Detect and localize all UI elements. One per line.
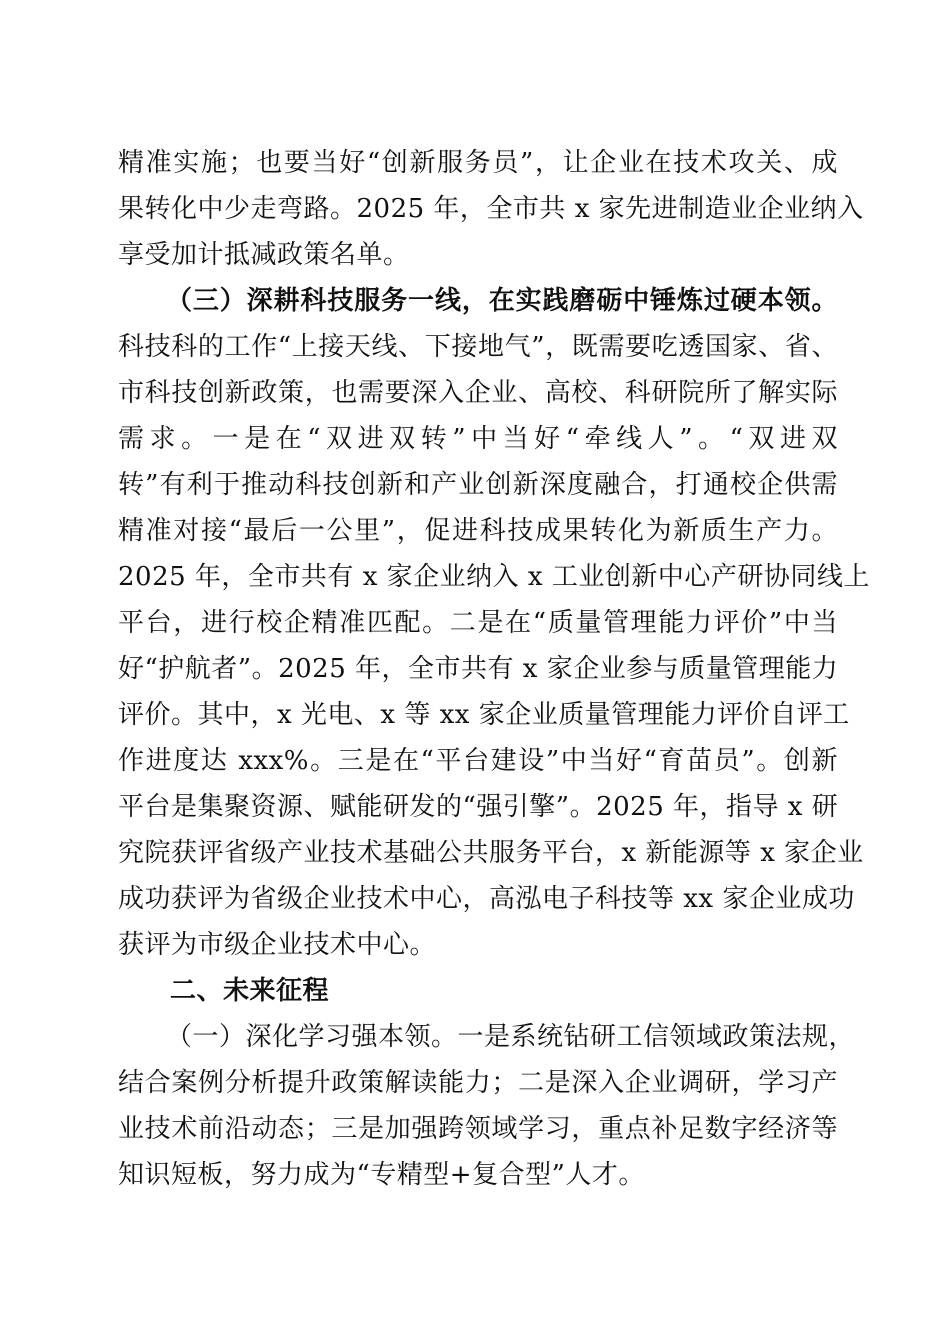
- body-text-line: 转”有利于推动科技创新和产业创新深度融合，打通校企供需: [118, 470, 838, 500]
- body-text-line: 结合案例分析提升政策解读能力；二是深入企业调研，学习产: [118, 1068, 838, 1098]
- body-text-line: 评价。其中，x 光电、x 等 xx 家企业质量管理能力评价自评工: [118, 700, 850, 730]
- body-text-line: 好“护航者”。2025 年，全市共有 x 家企业参与质量管理能力: [118, 654, 839, 684]
- section-heading-future: 二、未来征程: [170, 976, 330, 1006]
- body-text-line: 平台是集聚资源、赋能研发的“强引擎”。2025 年，指导 x 研: [118, 792, 839, 822]
- body-text-line: 作进度达 xxx%。三是在“平台建设”中当好“育苗员”。创新: [118, 746, 838, 776]
- body-text-line: 精准对接“最后一公里”，促进科技成果转化为新质生产力。: [118, 516, 838, 546]
- body-text-line: 科技科的工作“上接天线、下接地气”，既需要吃透国家、省、: [118, 332, 838, 362]
- body-text-line: 市科技创新政策，也需要深入企业、高校、科研院所了解实际: [118, 378, 838, 408]
- body-text-line: 2025 年，全市共有 x 家企业纳入 x 工业创新中心产研协同线上: [118, 562, 870, 592]
- body-text-line: 精准实施；也要当好“创新服务员”，让企业在技术攻关、成: [118, 148, 838, 178]
- body-text-line: 业技术前沿动态；三是加强跨领域学习，重点补足数字经济等: [118, 1114, 838, 1144]
- body-text-line: （一）深化学习强本领。一是系统钻研工信领域政策法规，: [166, 1022, 856, 1052]
- body-text-line: 获评为市级企业技术中心。: [118, 930, 437, 960]
- body-text-line: 需求。一是在“双进双转”中当好“牵线人”。“双进双: [118, 424, 838, 454]
- body-text-line: 果转化中少走弯路。2025 年，全市共 x 家先进制造业企业纳入: [118, 194, 864, 224]
- body-text-line: 平台，进行校企精准匹配。二是在“质量管理能力评价”中当: [118, 608, 838, 638]
- body-text-line: 知识短板，努力成为“专精型+复合型”人才。: [118, 1160, 645, 1190]
- body-text-line: 享受加计抵减政策名单。: [118, 240, 410, 270]
- body-text-line: 成功获评为省级企业技术中心，高泓电子科技等 xx 家企业成功: [118, 884, 855, 914]
- subsection-heading-3: （三）深耕科技服务一线，在实践磨砺中锤炼过硬本领。: [166, 286, 838, 316]
- body-text-line: 究院获评省级产业技术基础公共服务平台，x 新能源等 x 家企业: [118, 838, 864, 868]
